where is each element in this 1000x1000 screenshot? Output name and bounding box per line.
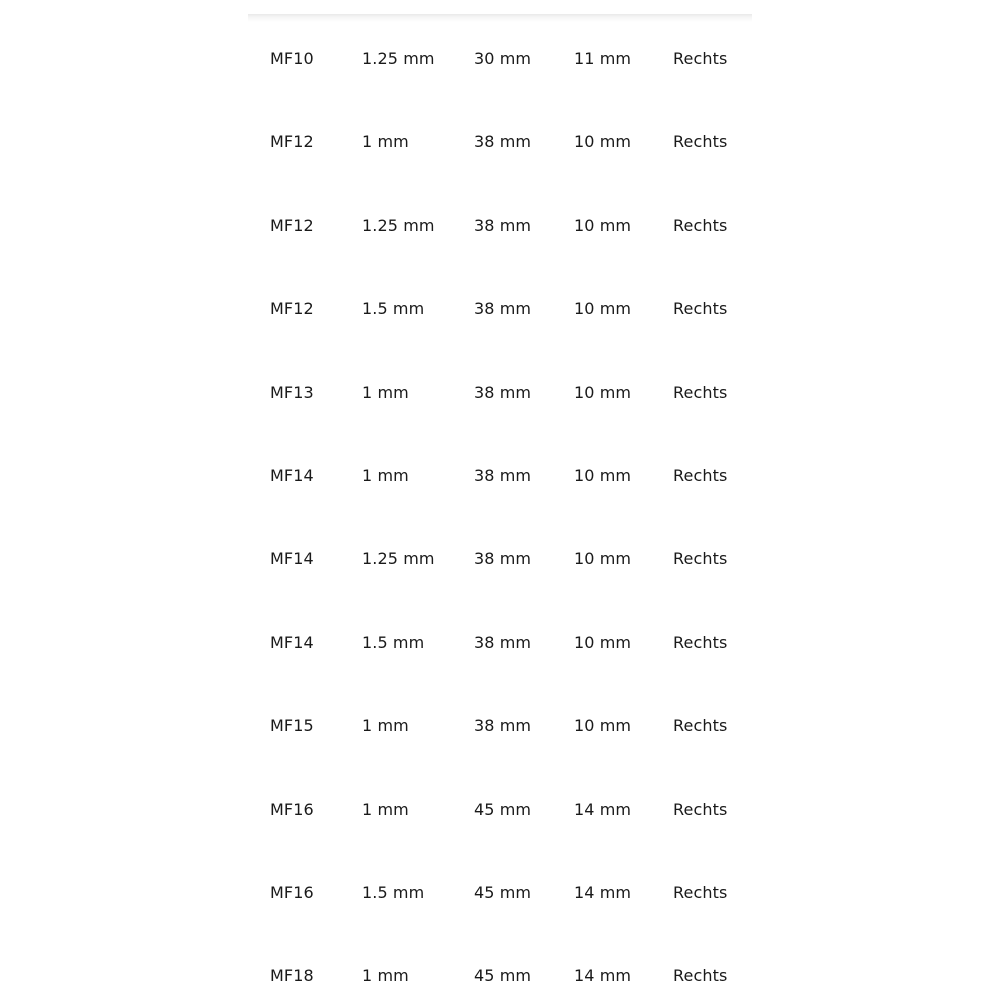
- cell-length: 38 mm: [474, 716, 532, 736]
- table-row: [248, 517, 752, 600]
- cell-length: 38 mm: [474, 549, 532, 569]
- table-row: [248, 934, 752, 1000]
- cell-direction: Rechts: [673, 215, 728, 235]
- cell-length: 38 mm: [474, 632, 532, 652]
- table-row: [248, 434, 752, 517]
- cell-thread-length: 10 mm: [574, 549, 632, 569]
- cell-pitch: 1 mm: [362, 799, 409, 819]
- cell-thread-length: 10 mm: [574, 465, 632, 485]
- cell-pitch: 1 mm: [362, 465, 409, 485]
- cell-direction: Rechts: [673, 299, 728, 319]
- cell-length: 38 mm: [474, 215, 532, 235]
- cell-pitch: 1 mm: [362, 966, 409, 986]
- cell-direction: Rechts: [673, 799, 728, 819]
- cell-pitch: 1.25 mm: [362, 215, 435, 235]
- cell-type: MF14: [270, 549, 314, 569]
- cell-type: MF18: [270, 966, 314, 986]
- cell-thread-length: 10 mm: [574, 632, 632, 652]
- cell-direction: Rechts: [673, 382, 728, 402]
- cell-length: 38 mm: [474, 132, 532, 152]
- cell-type: MF10: [270, 49, 314, 68]
- cell-pitch: 1 mm: [362, 382, 409, 402]
- cell-type: MF12: [270, 132, 314, 152]
- cell-length: 30 mm: [474, 49, 532, 68]
- cell-type: MF16: [270, 799, 314, 819]
- cell-type: MF16: [270, 882, 314, 902]
- cell-direction: Rechts: [673, 49, 728, 68]
- cell-type: MF12: [270, 215, 314, 235]
- cell-thread-length: 14 mm: [574, 882, 632, 902]
- cell-pitch: 1.25 mm: [362, 49, 435, 68]
- cell-thread-length: 10 mm: [574, 132, 632, 152]
- table-row: [248, 851, 752, 934]
- table-row: [248, 601, 752, 684]
- cell-thread-length: 14 mm: [574, 799, 632, 819]
- table-row: [248, 684, 752, 767]
- cell-length: 45 mm: [474, 799, 532, 819]
- table-row: [248, 100, 752, 183]
- cell-length: 38 mm: [474, 382, 532, 402]
- cell-pitch: 1 mm: [362, 716, 409, 736]
- cell-thread-length: 10 mm: [574, 716, 632, 736]
- cell-pitch: 1.5 mm: [362, 299, 425, 319]
- cell-type: MF15: [270, 716, 314, 736]
- cell-direction: Rechts: [673, 966, 728, 986]
- cell-length: 38 mm: [474, 465, 532, 485]
- table-row: [248, 267, 752, 350]
- table-row: [248, 351, 752, 434]
- cell-thread-length: 10 mm: [574, 382, 632, 402]
- table-row: [248, 768, 752, 851]
- cell-thread-length: 10 mm: [574, 215, 632, 235]
- cell-direction: Rechts: [673, 716, 728, 736]
- cell-length: 38 mm: [474, 299, 532, 319]
- cell-pitch: 1.5 mm: [362, 882, 425, 902]
- cell-type: MF14: [270, 465, 314, 485]
- cell-direction: Rechts: [673, 465, 728, 485]
- cell-thread-length: 14 mm: [574, 966, 632, 986]
- cell-type: MF14: [270, 632, 314, 652]
- cell-thread-length: 11 mm: [574, 49, 632, 68]
- cell-thread-length: 10 mm: [574, 299, 632, 319]
- cell-pitch: 1.25 mm: [362, 549, 435, 569]
- cell-direction: Rechts: [673, 132, 728, 152]
- spec-table: [248, 0, 752, 1000]
- table-body: [248, 17, 752, 1000]
- cell-length: 45 mm: [474, 966, 532, 986]
- table-row: [248, 184, 752, 267]
- table-row: [248, 17, 752, 100]
- cell-direction: Rechts: [673, 632, 728, 652]
- cell-direction: Rechts: [673, 882, 728, 902]
- cell-type: MF13: [270, 382, 314, 402]
- cell-pitch: 1 mm: [362, 132, 409, 152]
- cell-length: 45 mm: [474, 882, 532, 902]
- cell-type: MF12: [270, 299, 314, 319]
- cell-pitch: 1.5 mm: [362, 632, 425, 652]
- cell-direction: Rechts: [673, 549, 728, 569]
